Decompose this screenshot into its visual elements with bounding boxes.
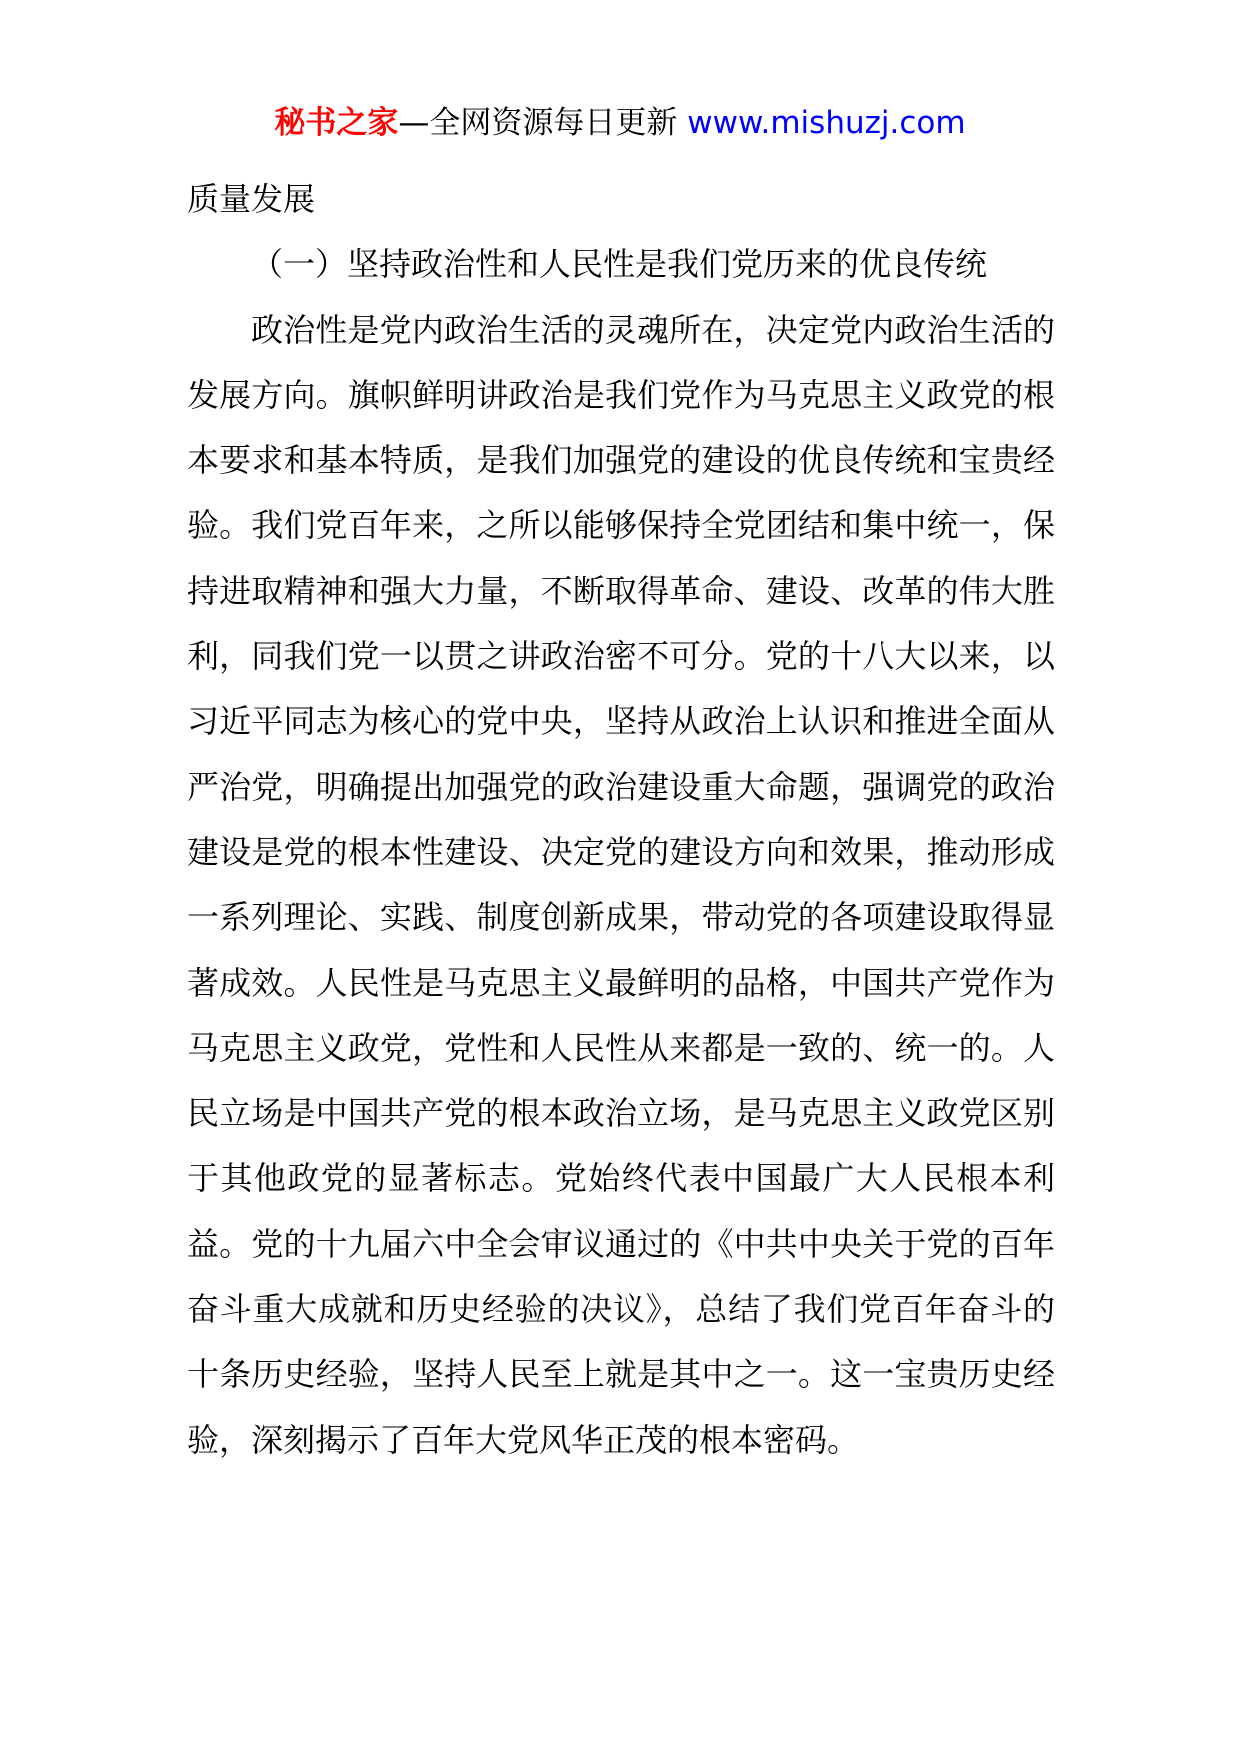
site-url-link[interactable]: www.mishuzj.com (687, 105, 966, 141)
section-heading: （一）坚持政治性和人民性是我们党历来的优良传统 (251, 245, 988, 284)
document-body (187, 167, 1055, 1473)
site-header (0, 102, 1240, 144)
site-brand: 秘书之家 (274, 105, 399, 141)
continued-text-line: 质量发展 (187, 180, 316, 218)
body-paragraph: 政治性是党内政治生活的灵魂所在，决定党内政治生活的发展方向。旗帜鲜明讲政治是我们党作为马克思主义政党的根本要求和基本特质，是我们加强党的建设的优良传统和宝贵经验。我们党百年来，之所以能够保持全党团结和集中统一，保持进取精神和强大力量，不断取得革命、建设、改革的伟大胜利，同我们党一以贯之讲政治密不可分。党的十八大以来，以习近平同志为核心的党中央，坚持从政治上认识和推进全面从严治党，明确提出加强党的政治建设重大命题，强调党的政治建设是党的根本性建设、决定党的建设方向和效果，推动形成一系列理论、实践、制度创新成果，带动党的各项建设取得显著成效。人民性是马克思主义最鲜明的品格，中国共产党作为马克思主义政党，党性和人民性从来都是一致的、统一的。人民立场是中国共产党的根本政治立场，是马克思主义政党区别于其他政党的显著标志。党始终代表中国最广大人民根本利益。党的十九届六中全会审议通过的《中共中央关于党的百年奋斗重大成就和历史经验的决议》，总结了我们党百年奋斗的十条历史经验，坚持人民至上就是其中之一。这一宝贵历史经验，深刻揭示了百年大党风华正茂的根本密码。 (187, 310, 1055, 1459)
site-tagline: —全网资源每日更新 (398, 105, 678, 141)
